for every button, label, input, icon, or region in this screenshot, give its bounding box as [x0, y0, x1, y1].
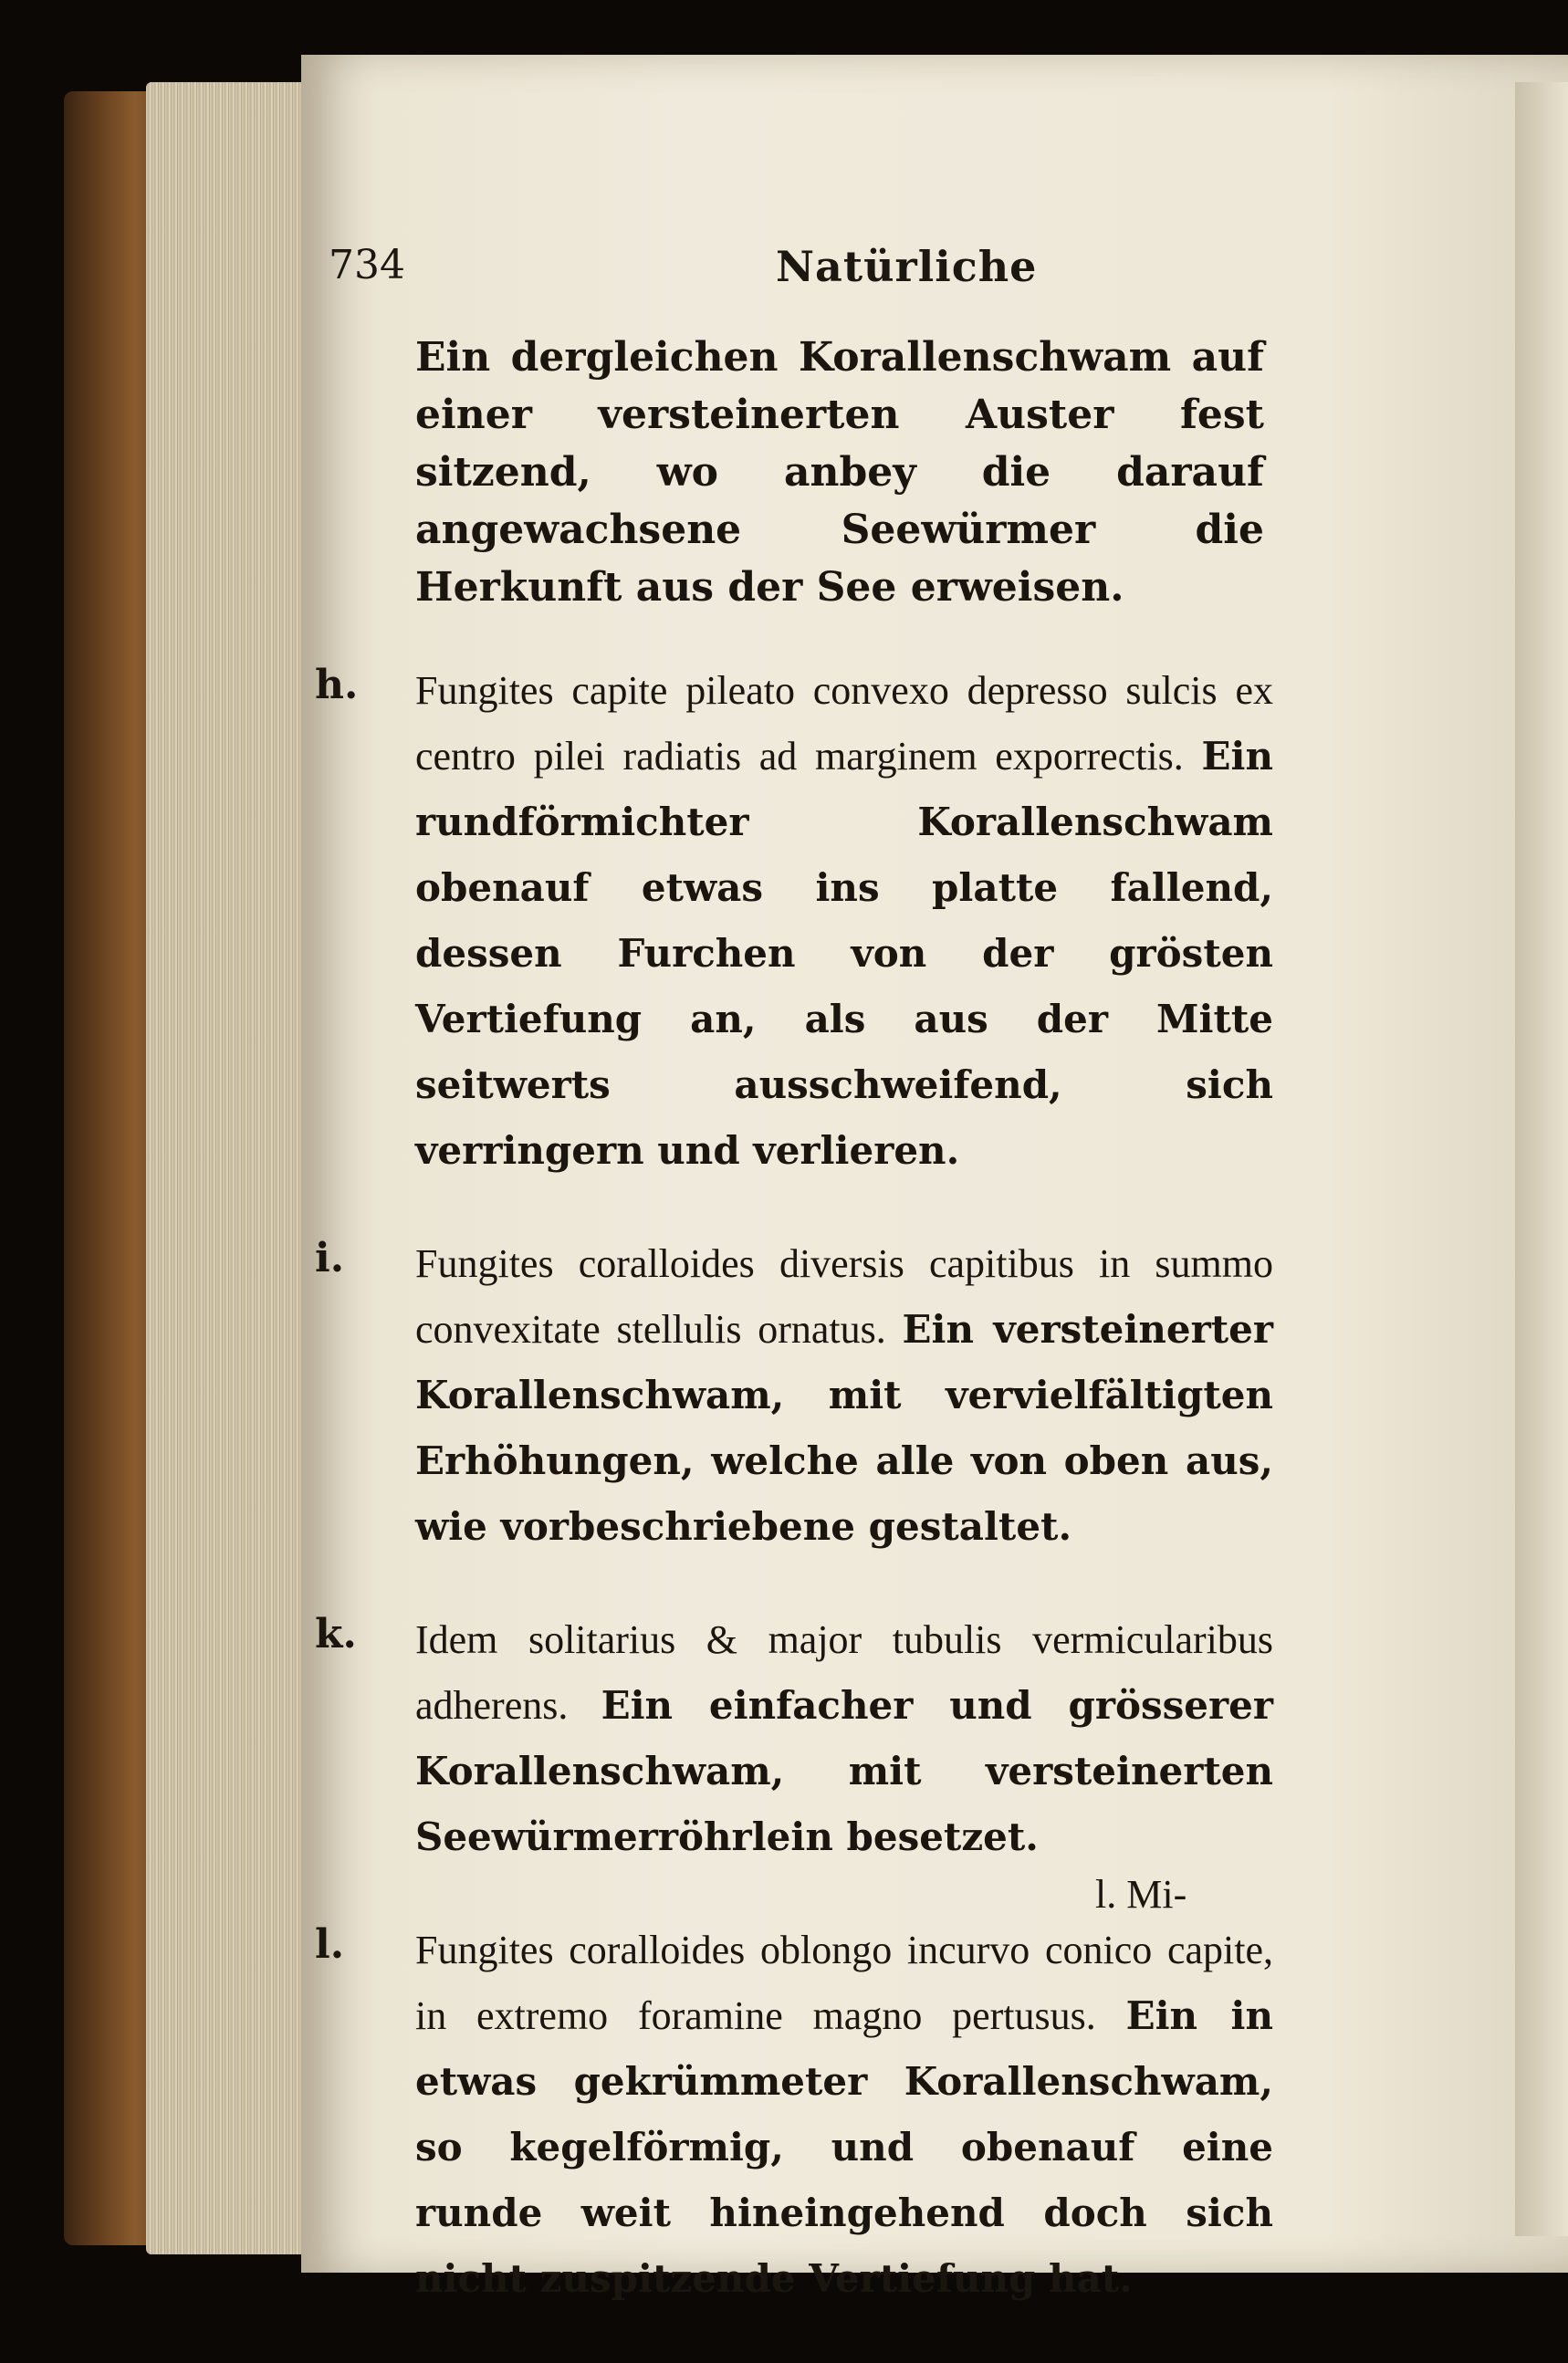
- entry-body: [415, 1235, 1273, 1563]
- german-description: Ein versteinerter Korallenschwam, mit vervielfältigten Erhöhungen, welche alle von oben aus, wie vorbeschriebene gestaltet.: [415, 1307, 1273, 1549]
- book: [64, 55, 1568, 2301]
- page-content: [315, 329, 1483, 2363]
- latin-description: Fungites coralloides diversis capitibus in summo convexitate stellulis ornatus.: [415, 1241, 1273, 1352]
- entry-i: [315, 1235, 1273, 1563]
- latin-description: Fungites coralloides oblongo incurvo conico capite, in extremo foramine magno pertusus.: [415, 1928, 1273, 2038]
- entry-body: [415, 662, 1273, 1187]
- entry-h: [315, 662, 1273, 1187]
- running-head: Natürliche: [776, 242, 1038, 291]
- entry-letter: k.: [315, 1611, 357, 1657]
- page-number: 734: [329, 242, 405, 288]
- latin-description: Fungites capite pileato convexo depresso sulcis ex centro pilei radiatis ad marginem exporrectis.: [415, 668, 1273, 779]
- intro-paragraph: Ein dergleichen Korallenschwam auf einer versteinerten Auster fest sitzend, wo anbey die darauf angewachsene Seewürmer die Herkunft aus der See erweisen.: [415, 334, 1264, 611]
- entry-body: [415, 1921, 1273, 2316]
- entry-l: [315, 1921, 1273, 2316]
- german-description: Ein in etwas gekrümmeter Korallenschwam, so kegelförmig, und obenauf eine runde weit hineingehend doch sich nicht zuspitzende Vertiefung hat.: [415, 1993, 1273, 2301]
- german-description: Ein einfacher und grösserer Korallenschwam, mit versteinerten Seewürmerröhrlein besetzet.: [415, 1683, 1273, 1859]
- entry-body: [415, 1611, 1273, 1874]
- page-header: [329, 242, 1424, 315]
- next-page-edge: [1515, 82, 1568, 2236]
- entry-k: [315, 1611, 1273, 1874]
- entry-letter: h.: [315, 662, 359, 708]
- german-description: Ein rundförmichter Korallenschwam obenauf etwas ins platte fallend, dessen Furchen von der grösten Vertiefung an, als aus der Mitte seitwerts ausschweifend, sich verringern und verlieren.: [415, 734, 1273, 1173]
- catchword: l. Mi-: [1095, 1872, 1187, 1917]
- entry-letter: l.: [315, 1921, 345, 1968]
- latin-description: Idem solitarius & major tubulis vermicularibus adherens.: [415, 1617, 1273, 1728]
- entry-letter: i.: [315, 1235, 345, 1281]
